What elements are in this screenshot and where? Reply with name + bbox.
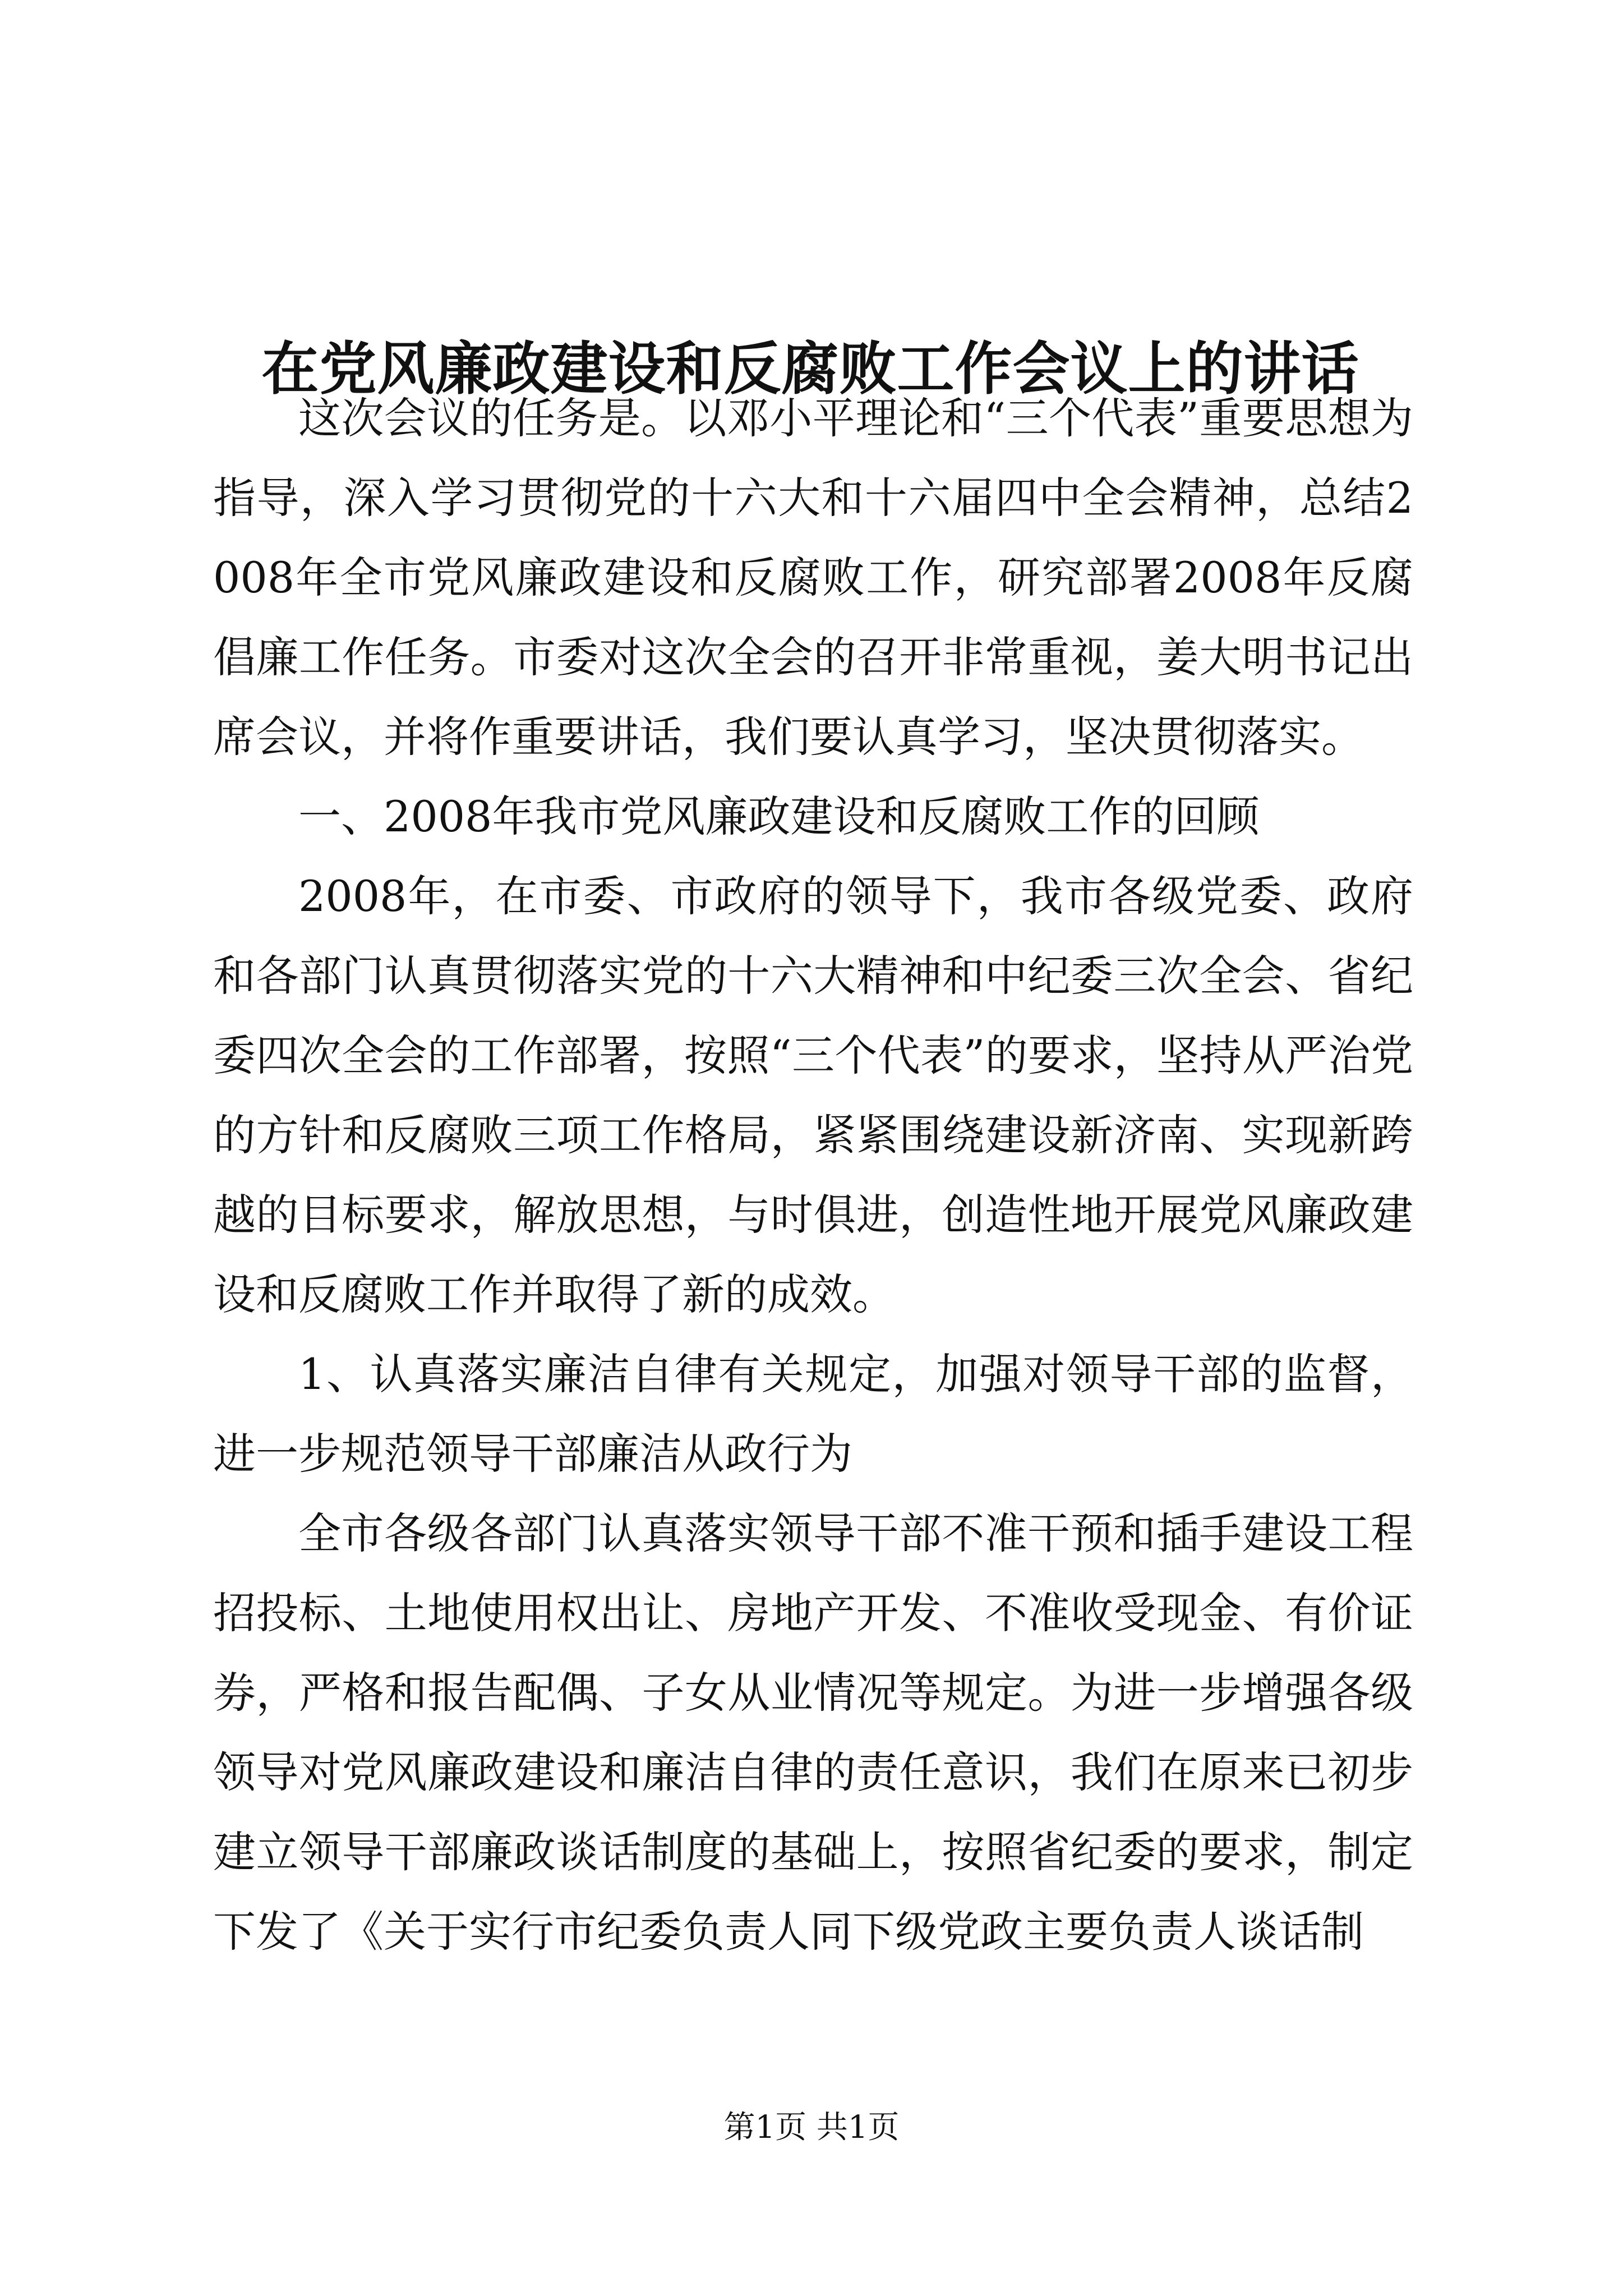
page-footer: 第1页 共1页 [723, 2109, 900, 2146]
paragraph-2008-summary: 2008年，在市委、市政府的领导下，我市各级党委、政府和各部门认真贯彻落实党的十六大精神和中纪委三次全会、省纪委四次全会的工作部署，按照“三个代表”的要求，坚持从严治党的方针和反腐败三项工作格局，紧紧围绕建设新济南、实现新跨越的目标要求，解放思想，与时俱进，创造性地开展党风廉政建设和反腐败工作并取得了新的成效。 [213, 871, 1413, 1319]
paragraph-regulations: 全市各级各部门认真落实领导干部不准干预和插手建设工程招投标、土地使用权出让、房地产开发、不准收受现金、有价证券，严格和报告配偶、子女从业情况等规定。为进一步增强各级领导对党风廉政建设和廉洁自律的责任意识，我们在原来已初步建立领导干部廉政谈话制度的基础上，按照省纪委的要求，制定下发了《关于实行市纪委负责人同下级党政主要负责人谈话制 [213, 1508, 1413, 1957]
subsection-heading-integrity: 1、认真落实廉洁自律有关规定，加强对领导干部的监督，进一步规范领导干部廉洁从政行为 [213, 1349, 1413, 1479]
document-title: 在党风廉政建设和反腐败工作会议上的讲话 [261, 335, 1359, 403]
paragraph-meeting-task: 这次会议的任务是。以邓小平理论和“三个代表”重要思想为指导，深入学习贯彻党的十六大和十六届四中全会精神，总结2008年全市党风廉政建设和反腐败工作，研究部署2008年反腐倡廉工作任务。市委对这次全会的召开非常重视，姜大明书记出席会议，并将作重要讲话，我们要认真学习，坚决贯彻落实。 [213, 393, 1413, 762]
section-heading-review: 一、2008年我市党风廉政建设和反腐败工作的回顾 [298, 792, 1260, 841]
document-body [213, 379, 1413, 1972]
